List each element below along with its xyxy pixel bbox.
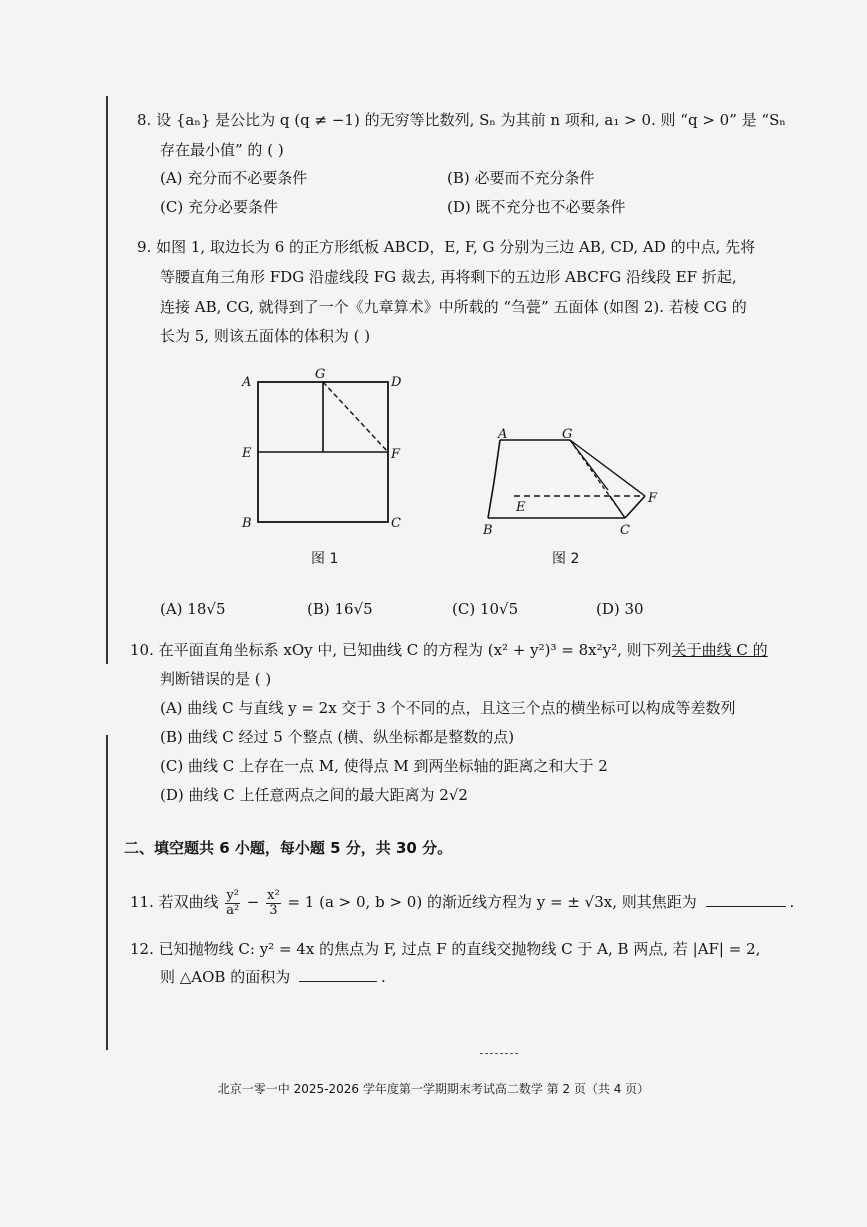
q10-line1	[130, 640, 768, 660]
fig1-label-g: G	[315, 367, 326, 382]
q9-option-c: (C) 10√5	[452, 600, 519, 618]
q11-fraction-y: $\frac{\text{y²}}{\text{a²}}$	[226, 887, 240, 918]
q11-minus: −	[246, 893, 260, 911]
q12-line2	[160, 967, 386, 987]
q11-end: .	[789, 893, 795, 911]
q9-line1	[137, 237, 755, 257]
fig2-caption: 图 2	[552, 551, 580, 567]
figure-1-square	[230, 365, 420, 540]
fig2-label-f: F	[648, 491, 658, 506]
q10-line2: 判断错误的是 ( )	[160, 670, 272, 688]
fig2-label-g: G	[562, 427, 573, 442]
q10-option-a: (A) 曲线 C 与直线 y = 2x 交于 3 个不同的点，且这三个点的横坐标可以构成等差数列	[160, 699, 736, 717]
q12-stem: 已知抛物线 C: y² = 4x 的焦点为 F, 过点 F 的直线交抛物线 C 于 A, B 两点, 若 |AF| = 2,	[158, 940, 761, 958]
q10-option-c: (C) 曲线 C 上存在一点 M, 使得点 M 到两坐标轴的距离之和大于 2	[160, 757, 608, 775]
q9-line4: 长为 5, 则该五面体的体积为 ( )	[160, 327, 371, 345]
q8-option-d: (D) 既不充分也不必要条件	[447, 198, 626, 216]
q12-end: .	[381, 968, 386, 986]
q10-stem-underlined: 关于曲线 C 的	[671, 641, 768, 659]
fig2-label-a: A	[498, 427, 508, 442]
page-footer: 北京一零一中 2025-2026 学年度第一学期期末考试高二数学 第 2 页（共 4 页）	[217, 1082, 650, 1096]
q11-fraction-x: $\frac{\text{x²}}{3}$	[267, 887, 280, 918]
q11-line	[130, 885, 794, 919]
fig1-label-e: E	[242, 446, 252, 461]
answer-blank[interactable]	[706, 892, 786, 907]
q9-option-d: (D) 30	[596, 600, 644, 618]
question-number: 10.	[130, 641, 154, 659]
section-title: 二、填空题共 6 小题，每小题 5 分，共 30 分。	[124, 839, 453, 857]
q8-line2: 存在最小值” 的 ( )	[160, 141, 284, 159]
question-number: 11.	[130, 893, 154, 911]
fig1-label-c: C	[391, 516, 401, 531]
q9-option-b: (B) 16√5	[307, 600, 373, 618]
q12-pre: 则 △AOB 的面积为	[160, 968, 291, 986]
q12-line1	[130, 939, 760, 959]
question-number: 8.	[137, 111, 152, 129]
footer-divider	[480, 1053, 518, 1055]
margin-rule	[106, 96, 108, 664]
question-number: 12.	[130, 940, 154, 958]
fig1-label-a: A	[242, 375, 252, 390]
fig1-label-b: B	[242, 516, 252, 531]
q9-stem: 如图 1, 取边长为 6 的正方形纸板 ABCD，E, F, G 分别为三边 AB, CD, AD 的中点, 先将	[156, 238, 756, 256]
q11-post: = 1 (a > 0, b > 0) 的渐近线方程为 y = ± √3x, 则其焦距为	[287, 893, 697, 911]
q8-stem: 设 {aₙ} 是公比为 q (q ≠ −1) 的无穷等比数列, Sₙ 为其前 n 项和, a₁ > 0. 则 “q > 0” 是 “Sₙ	[156, 111, 786, 129]
q10-option-b: (B) 曲线 C 经过 5 个整点 (横、纵坐标都是整数的点)	[160, 728, 515, 746]
q9-option-a: (A) 18√5	[160, 600, 226, 618]
q10-option-d: (D) 曲线 C 上任意两点之间的最大距离为 2√2	[160, 786, 468, 804]
q8-line1	[137, 110, 786, 130]
q8-option-a: (A) 充分而不必要条件	[160, 169, 308, 187]
q8-option-b: (B) 必要而不充分条件	[447, 169, 595, 187]
q10-stem: 在平面直角坐标系 xOy 中, 已知曲线 C 的方程为 (x² + y²)³ = 8x²y², 则下列	[158, 641, 672, 659]
fig1-label-f: F	[391, 447, 401, 462]
q11-pre: 若双曲线	[158, 893, 219, 911]
fig2-label-c: C	[620, 523, 630, 538]
answer-blank[interactable]	[299, 967, 377, 982]
fig2-label-b: B	[483, 523, 493, 538]
margin-rule	[106, 735, 108, 1050]
q8-option-c: (C) 充分必要条件	[160, 198, 278, 216]
fig2-label-e: E	[516, 500, 526, 515]
question-number: 9.	[137, 238, 152, 256]
q9-line3: 连接 AB, CG, 就得到了一个《九章算术》中所载的 “刍甍” 五面体 (如图 2). 若棱 CG 的	[160, 298, 747, 316]
figure-2-solid	[480, 420, 670, 545]
q9-line2: 等腰直角三角形 FDG 沿虚线段 FG 裁去, 再将剩下的五边形 ABCFG 沿线段 EF 折起,	[160, 268, 737, 286]
fig1-caption: 图 1	[311, 551, 339, 567]
fig1-label-d: D	[391, 375, 402, 390]
